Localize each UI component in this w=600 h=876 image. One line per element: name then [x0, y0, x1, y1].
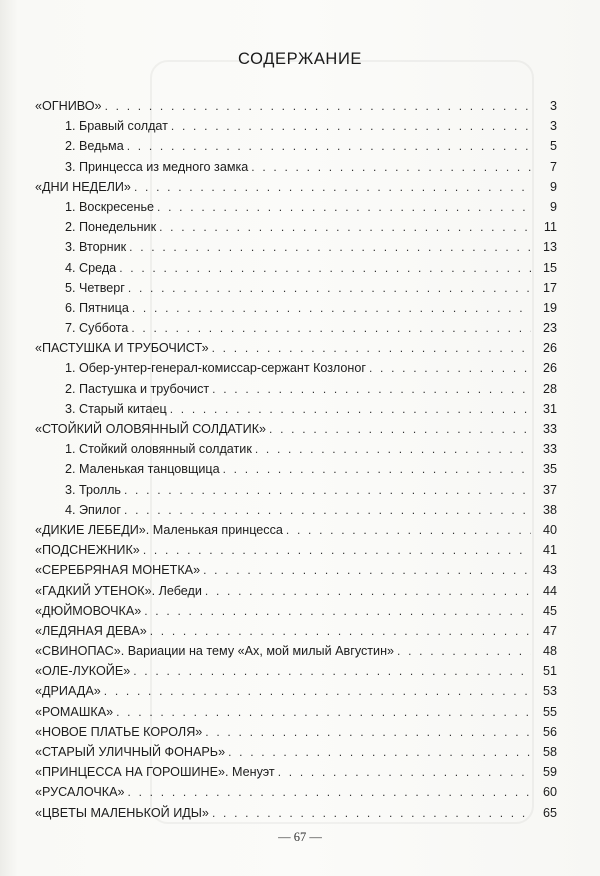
dot-leader [170, 399, 531, 419]
toc-entry-title: «ПАСТУШКА И ТРУБОЧИСТ» [35, 341, 209, 356]
toc-entry [35, 702, 557, 722]
toc-entry-title: 3. Старый китаец [65, 401, 167, 416]
dot-leader [228, 742, 531, 762]
toc-subentry [35, 480, 557, 500]
toc-entry-title: «ЛЕДЯНАЯ ДЕВА» [35, 623, 147, 638]
toc-entry [35, 560, 557, 580]
toc-subentry [35, 116, 557, 136]
toc-page-number: 44 [542, 583, 557, 598]
toc-subentry [35, 237, 557, 257]
dot-leader [278, 762, 531, 782]
toc-entry-title: «СТОЙКИЙ ОЛОВЯННЫЙ СОЛДАТИК» [35, 422, 267, 436]
toc-entry-title: «НОВОЕ ПЛАТЬЕ КОРОЛЯ» [35, 724, 203, 739]
dot-leader [203, 560, 531, 580]
dot-leader [205, 722, 531, 742]
toc-entry [35, 581, 557, 601]
toc-entry-title: «ДИКИЕ ЛЕБЕДИ». Маленькая принцесса [35, 522, 283, 537]
dot-leader [157, 197, 531, 217]
toc-entry [35, 782, 557, 802]
toc-page-number: 31 [542, 401, 557, 416]
toc-page-number: 55 [542, 704, 557, 719]
toc-subentry [35, 258, 557, 278]
toc-page-number: 26 [542, 361, 557, 376]
toc-entry [35, 762, 557, 782]
toc-entry-title: 3. Вторник [65, 240, 127, 255]
toc-entry [35, 96, 557, 116]
toc-subentry [35, 399, 557, 419]
toc-entry-title: «ОЛЕ-ЛУКОЙЕ» [35, 664, 131, 679]
toc-page-number: 17 [542, 280, 557, 295]
toc-entry [35, 540, 557, 560]
toc-page-number: 65 [542, 805, 557, 820]
dot-leader [128, 278, 531, 298]
toc-entry-title: «ЦВЕТЫ МАЛЕНЬКОЙ ИДЫ» [35, 805, 209, 820]
toc-entry-title: 1. Стойкий оловянный солдатик [65, 442, 252, 457]
dot-leader [397, 641, 531, 661]
dot-leader [116, 702, 531, 722]
toc-subentry [35, 318, 557, 338]
toc-page-number: 37 [542, 482, 557, 497]
dot-leader [124, 480, 531, 500]
toc-page-number: 33 [542, 442, 557, 457]
table-of-contents [35, 96, 557, 823]
toc-entry-title: «ПРИНЦЕССА НА ГОРОШИНЕ». Менуэт [35, 765, 275, 780]
toc-subentry [35, 278, 557, 298]
toc-page-number: 38 [542, 502, 557, 517]
toc-entry-title: 3. Принцесса из медного замка [65, 159, 249, 174]
toc-subentry [35, 298, 557, 318]
dot-leader [128, 782, 531, 802]
dot-leader [269, 419, 531, 439]
dot-leader [369, 358, 531, 378]
toc-entry-title: 1. Обер-унтер-генерал-комиссар-сержант Козлоног [65, 361, 366, 376]
toc-entry-title: 6. Пятница [65, 300, 129, 315]
toc-entry-title: 4. Эпилог [65, 502, 121, 517]
toc-subentry [35, 157, 557, 177]
toc-entry [35, 641, 557, 661]
toc-subentry [35, 197, 557, 217]
toc-page-number: 56 [542, 724, 557, 739]
toc-page-number: 43 [542, 563, 557, 578]
toc-page-number: 33 [542, 422, 557, 436]
page-number: — 67 — [278, 830, 322, 844]
dot-leader [205, 581, 531, 601]
toc-entry-title: 4. Среда [65, 260, 117, 275]
toc-subentry [35, 136, 557, 156]
toc-entry-title: 2. Пастушка и трубочист [65, 381, 210, 396]
toc-entry [35, 520, 557, 540]
toc-entry-title: «ПОДСНЕЖНИК» [35, 543, 140, 558]
toc-entry-title: 7. Суббота [65, 321, 129, 336]
toc-page-number: 45 [542, 603, 557, 618]
dot-leader [134, 177, 531, 197]
toc-entry-title: 1. Воскресенье [65, 199, 155, 214]
dot-leader [212, 338, 531, 358]
toc-entry [35, 601, 557, 621]
toc-entry-title: «СЕРЕБРЯНАЯ МОНЕТКА» [35, 563, 201, 578]
toc-page-number: 13 [542, 240, 557, 255]
toc-entry [35, 621, 557, 641]
toc-page-number: 23 [542, 321, 557, 336]
toc-subentry [35, 358, 557, 378]
toc-page-number: 5 [549, 139, 557, 154]
toc-subentry [35, 459, 557, 479]
toc-page-number: 60 [542, 785, 557, 800]
dot-leader [104, 681, 531, 701]
toc-entry [35, 338, 557, 358]
toc-entry-title: «ОГНИВО» [35, 99, 102, 113]
dot-leader [132, 298, 531, 318]
toc-entry-title: «ДЮЙМОВОЧКА» [35, 603, 142, 618]
dot-leader [119, 258, 531, 278]
toc-page-number: 3 [549, 99, 557, 113]
toc-page-number: 19 [542, 300, 557, 315]
dot-leader [129, 237, 531, 257]
toc-page-number: 11 [543, 220, 557, 235]
dot-leader [133, 661, 531, 681]
dot-leader [143, 540, 531, 560]
toc-page-number: 51 [542, 664, 557, 679]
toc-entry-title: 5. Четверг [65, 280, 125, 295]
dot-leader [212, 379, 531, 399]
toc-entry-title: «ДРИАДА» [35, 684, 101, 699]
toc-page-number: 48 [542, 644, 557, 659]
dot-leader [286, 520, 531, 540]
toc-entry-title: «РУСАЛОЧКА» [35, 785, 125, 800]
toc-subentry [35, 439, 557, 459]
toc-page-number: 58 [542, 745, 557, 759]
dot-leader [150, 621, 531, 641]
toc-entry-title: «ДНИ НЕДЕЛИ» [35, 179, 131, 194]
toc-entry-title: «СВИНОПАС». Вариации на тему «Ах, мой милый Августин» [35, 644, 395, 659]
toc-page-number: 9 [549, 179, 557, 194]
dot-leader [212, 803, 531, 823]
toc-entry-title: «ГАДКИЙ УТЕНОК». Лебеди [35, 583, 202, 598]
dot-leader [144, 601, 531, 621]
dot-leader [124, 500, 531, 520]
toc-entry [35, 419, 557, 439]
dot-leader [105, 96, 531, 116]
toc-entry-title: «РОМАШКА» [35, 704, 114, 719]
dot-leader [127, 136, 531, 156]
dot-leader [131, 318, 531, 338]
page-title: СОДЕРЖАНИЕ [237, 50, 363, 68]
toc-page-number: 7 [549, 159, 557, 174]
dot-leader [251, 157, 531, 177]
toc-entry-title: 3. Тролль [65, 482, 121, 497]
toc-page-number: 9 [549, 199, 557, 214]
toc-entry-title: 2. Маленькая танцовщица [65, 462, 220, 477]
toc-page-number: 41 [542, 543, 557, 558]
toc-page-number: 26 [542, 341, 557, 356]
toc-entry [35, 742, 557, 762]
toc-subentry [35, 217, 557, 237]
dot-leader [255, 439, 531, 459]
toc-entry-title: 1. Бравый солдат [65, 119, 168, 134]
toc-subentry [35, 379, 557, 399]
dot-leader [171, 116, 531, 136]
toc-entry [35, 177, 557, 197]
toc-page-number: 3 [549, 119, 557, 134]
toc-subentry [35, 500, 557, 520]
dot-leader [223, 459, 531, 479]
toc-entry [35, 722, 557, 742]
toc-page-number: 47 [542, 623, 557, 638]
toc-page-number: 15 [542, 260, 557, 275]
toc-entry-title: 2. Понедельник [65, 220, 157, 235]
toc-entry [35, 803, 557, 823]
toc-entry [35, 661, 557, 681]
toc-page-number: 40 [542, 522, 557, 537]
toc-entry-title: «СТАРЫЙ УЛИЧНЫЙ ФОНАРЬ» [35, 745, 226, 759]
toc-page-number: 59 [542, 765, 557, 780]
toc-page-number: 35 [542, 462, 557, 477]
toc-page-number: 28 [542, 381, 557, 396]
toc-entry-title: 2. Ведьма [65, 139, 124, 154]
dot-leader [159, 217, 531, 237]
toc-entry [35, 681, 557, 701]
toc-page-number: 53 [542, 684, 557, 699]
